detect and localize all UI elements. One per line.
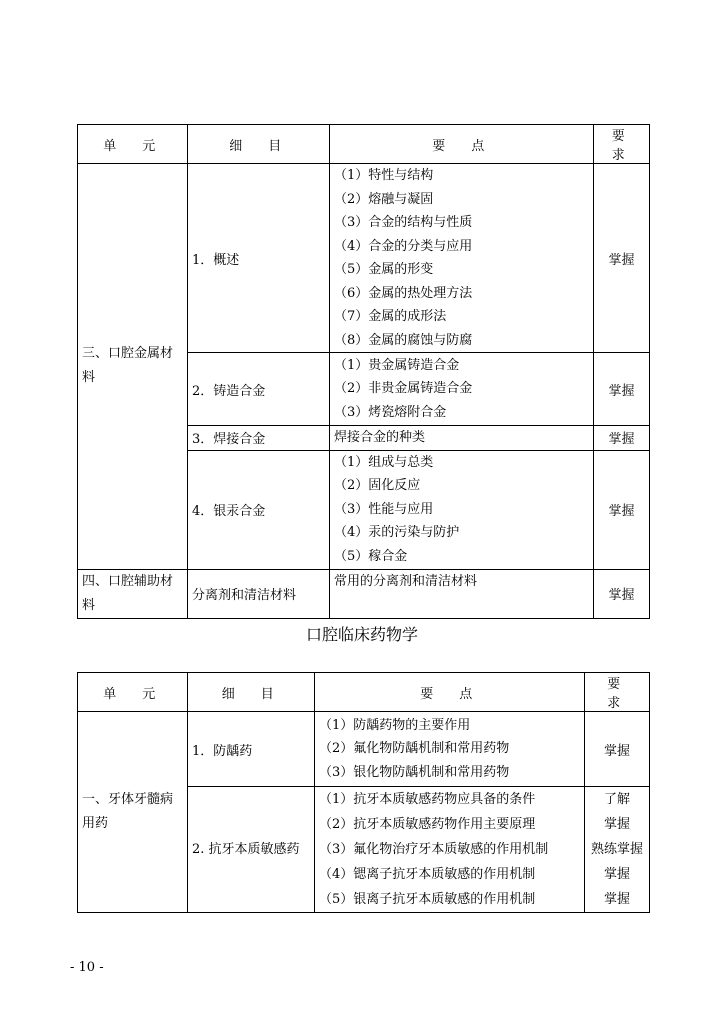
header-requirement: 要 求 [594, 125, 650, 164]
table-header-row [78, 125, 650, 164]
point-line: （1）抗牙本质敏感药物应具备的条件 [319, 792, 536, 807]
item-cell: 2. 抗牙本质敏感药 [188, 787, 315, 913]
points-cell [330, 569, 594, 618]
requirement-cell: 掌握 [594, 353, 650, 426]
table-row [78, 164, 650, 353]
point-line: （3）银化物防龋机制和常用药物 [319, 764, 510, 780]
header-points: 要 点 [315, 673, 585, 712]
point-line: （4）合金的分类与应用 [334, 238, 473, 254]
requirement-cell: 掌握 [585, 712, 650, 787]
requirement-cell: 掌握 [594, 426, 650, 451]
point-line: （4）锶离子抗牙本质敏感的作用机制 [319, 867, 536, 882]
point-line: （2）固化反应 [334, 478, 421, 494]
item-cell: 3．焊接合金 [188, 426, 330, 451]
requirement-cell: 掌握 [594, 450, 650, 569]
page-number: - 10 - [70, 960, 104, 975]
unit-cell: 四、口腔辅助材料 [78, 569, 188, 618]
point-line: （2）抗牙本质敏感药物作用主要原理 [319, 817, 536, 832]
points-cell [330, 426, 594, 451]
requirement-cell [585, 787, 650, 913]
item-cell: 1．防龋药 [188, 712, 315, 787]
point-line: （8）金属的腐蚀与防腐 [334, 332, 473, 348]
points-cell [315, 787, 585, 913]
header-item: 细 目 [188, 125, 330, 164]
table-row [78, 712, 650, 787]
point-line: （1）贵金属铸造合金 [334, 357, 460, 373]
item-cell: 分离剂和清洁材料 [188, 569, 330, 618]
item-cell: 2．铸造合金 [188, 353, 330, 426]
point-line: （2）熔融与凝固 [334, 191, 434, 207]
point-line: 焊接合金的种类 [334, 430, 426, 445]
point-line: （5）银离子抗牙本质敏感的作用机制 [319, 892, 536, 907]
section-title: 口腔临床药物学 [305, 625, 418, 644]
header-requirement: 要 求 [585, 673, 650, 712]
points-cell [330, 353, 594, 426]
point-line: 常用的分离剂和清洁材料 [334, 573, 478, 589]
header-unit: 单 元 [78, 673, 188, 712]
points-cell [330, 164, 594, 353]
table-row [78, 569, 650, 618]
requirement-line: 掌握 [603, 892, 630, 907]
requirement-line: 掌握 [603, 817, 630, 832]
point-line: （4）汞的污染与防护 [334, 525, 460, 541]
unit-cell: 一、牙体牙髓病用药 [78, 712, 188, 913]
requirement-line: 熟练掌握 [590, 842, 643, 857]
points-cell [315, 712, 585, 787]
metal-materials-table [77, 124, 650, 619]
point-line: （7）金属的成形法 [334, 309, 447, 324]
header-points: 要 点 [330, 125, 594, 164]
point-line: （3）性能与应用 [334, 501, 434, 517]
point-line: （2）非贵金属铸造合金 [334, 381, 473, 397]
header-item: 细 目 [188, 673, 315, 712]
item-cell: 4．银汞合金 [188, 450, 330, 569]
requirement-cell: 掌握 [594, 569, 650, 618]
unit-cell: 三、口腔金属材料 [78, 164, 188, 570]
point-line: （3）氟化物治疗牙本质敏感的作用机制 [319, 842, 549, 857]
points-cell [330, 450, 594, 569]
point-line: （5）金属的形变 [334, 262, 434, 277]
point-line: （5）稼合金 [334, 548, 408, 564]
point-line: （3）合金的结构与性质 [334, 215, 473, 230]
table-header-row [78, 673, 650, 712]
item-cell: 1．概述 [188, 164, 330, 353]
clinical-pharmacology-table [77, 672, 650, 913]
requirement-cell: 掌握 [594, 164, 650, 353]
point-line: （1）防龋药物的主要作用 [319, 717, 471, 733]
point-line: （6）金属的热处理方法 [334, 285, 473, 301]
requirement-line: 掌握 [603, 867, 630, 882]
point-line: （1）组成与总类 [334, 454, 434, 470]
point-line: （1）特性与结构 [334, 168, 434, 183]
point-line: （3）烤瓷熔附合金 [334, 404, 447, 420]
point-line: （2）氟化物防龋机制和常用药物 [319, 741, 510, 757]
header-unit: 单 元 [78, 125, 188, 164]
requirement-line: 了解 [603, 792, 630, 807]
